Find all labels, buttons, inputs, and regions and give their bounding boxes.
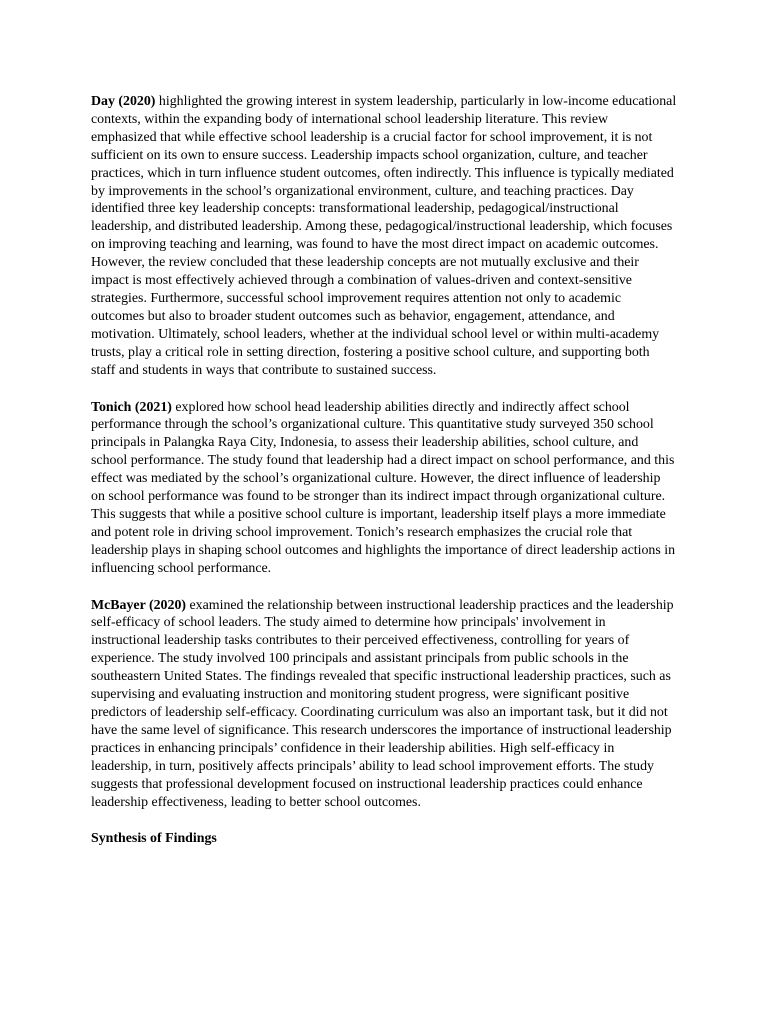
paragraph-mcbayer-2020 xyxy=(91,597,677,812)
section-heading: Synthesis of Findings xyxy=(91,831,217,847)
citation-lead: Day (2020) xyxy=(91,94,156,109)
document-page xyxy=(91,93,677,848)
paragraph-day-2020 xyxy=(91,93,677,380)
paragraph-tonich-2021 xyxy=(91,399,677,578)
paragraph-body: explored how school head leadership abilities directly and indirectly affect school performance through the school’s organizational culture. This quantitative study surveyed 350 school principals in Palangka Raya City, Indonesia, to assess their leadership abilities, school culture, and school performance. The study found that leadership had a direct impact on school performance, and this effect was mediated by the school’s organizational culture. However, the direct influence of leadership on school performance was found to be stronger than its indirect impact through organizational culture. This suggests that while a positive school culture is important, leadership itself plays a more immediate and potent role in driving school improvement. Tonich’s research emphasizes the crucial role that leadership plays in shaping school outcomes and highlights the importance of direct leadership actions in influencing school performance. xyxy=(91,399,676,576)
citation-lead: Tonich (2021) xyxy=(91,399,172,415)
citation-lead: McBayer (2020) xyxy=(91,597,187,613)
paragraph-body: examined the relationship between instructional leadership practices and the leadership self-efficacy of school leaders. The study aimed to determine how principals' involvement in instructional leadership tasks contributes to their perceived effectiveness, controlling for years of experience. The study involved 100 principals and assistant principals from public schools in the southeastern United States. The findings revealed that specific instructional leadership practices, such as supervising and evaluating instruction and monitoring student progress, were significant positive predictors of leadership self-efficacy. Coordinating curriculum was also an important task, but it did not have the same level of significance. This research underscores the importance of instructional leadership practices in enhancing principals’ confidence in their leadership abilities. High self-efficacy in leadership, in turn, positively affects principals’ ability to lead school improvement efforts. The study suggests that professional development focused on instructional leadership practices could enhance leadership effectiveness, leading to better school outcomes. xyxy=(91,597,674,810)
paragraph-body: highlighted the growing interest in system leadership, particularly in low-income educational contexts, within the expanding body of international school leadership literature. This review emphasized that while effective school leadership is a crucial factor for school improvement, it is not sufficient on its own to ensure success. Leadership impacts school organization, culture, and teacher practices, which in turn influence student outcomes, often indirectly. This influence is typically mediated by improvements in the school’s organizational environment, culture, and teaching practices. Day identified three key leadership concepts: transformational leadership, pedagogical/instructional leadership, and distributed leadership. Among these, pedagogical/instructional leadership, which focuses on improving teaching and learning, was found to have the most direct impact on academic outcomes. However, the review concluded that these leadership concepts are not mutually exclusive and their impact is most effectively achieved through a combination of values-driven and context-sensitive strategies. Furthermore, successful school improvement requires attention not only to academic outcomes but also to broader student outcomes such as behavior, engagement, attendance, and motivation. Ultimately, school leaders, whether at the individual school level or within multi-academy trusts, play a critical role in setting direction, fostering a positive school culture, and supporting both staff and students in ways that contribute to sustained success. xyxy=(91,94,677,378)
